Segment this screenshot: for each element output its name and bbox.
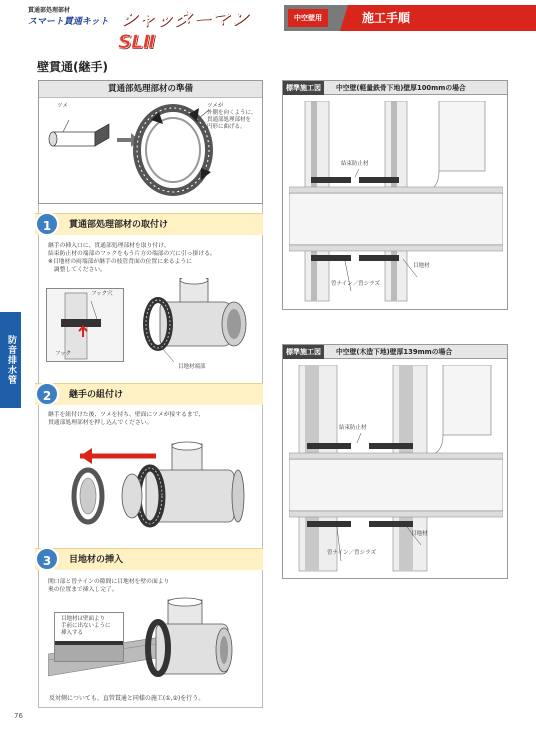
standard-drawing-2-header [283, 345, 507, 359]
step-1-label: 貫通部処理部材の取付け [69, 220, 169, 230]
drawing-1-label-joint: 目地材 [413, 263, 430, 269]
standard-drawing-2-figure [289, 365, 503, 575]
step-1-description: 継手の挿入口に、貫通部処理部材を取り付け、 結束防止材の端部のフックをもう片方の端部の穴に引っ掛ける。 ※目地材の両端部が継手の枝管背面の位置に来るように 調整してください。 [48, 243, 216, 273]
prep-title: 貫通部処理部材の準備 [39, 81, 262, 98]
label-hook: フック [55, 351, 72, 357]
standard-drawing-1-tag: 標準施工図 [283, 81, 324, 95]
hook-detail-inset [46, 288, 124, 362]
brand-product-name: シャッターマンSLⅡ [118, 8, 248, 53]
label-callout: 目地材は壁面より 手前に出ないように 挿入する [61, 616, 111, 636]
label-hook-hole: フック穴 [91, 291, 113, 297]
step-2-label: 継手の組付け [69, 390, 124, 400]
step-2-number: 2 [35, 382, 59, 406]
label-tsume: ツメ [57, 103, 68, 109]
step-3-label: 目地材の挿入 [69, 555, 124, 565]
page-number: 76 [14, 712, 23, 720]
page-title: 壁貫通(継手) [37, 60, 108, 74]
standard-drawing-2-tag: 標準施工図 [283, 345, 324, 359]
step-3-number: 3 [35, 547, 59, 571]
section-title: 施工手順 [362, 11, 411, 25]
footer-note: 反対側についても、直管貫通と同様の施工(①,②)を行う。 [49, 695, 205, 702]
drawing-2-label-sound: 曽ナイン／曽シラズ [327, 550, 376, 556]
standard-drawing-2-title: 中空壁(木造下地)壁厚139mmの場合 [336, 348, 453, 356]
step-1-illustration [134, 278, 254, 370]
standard-drawing-2 [282, 344, 508, 579]
step-3-description: 開口部と曽ナインの隙間に目地材を壁の面より 奥の位置まで挿入し完了。 [48, 579, 170, 593]
standard-drawing-1-header [283, 81, 507, 95]
label-prep-note: ツメが 外側を向くように、 貫通部処理部材を 円形に曲げる。 [207, 103, 257, 130]
brand-logo [28, 5, 278, 53]
step-1-bar [35, 213, 263, 235]
standard-drawing-1-figure [289, 101, 503, 305]
step-1-number: 1 [35, 212, 59, 236]
brand-kit-name: スマート貫通キット [28, 17, 109, 27]
step-2-bar [35, 383, 263, 405]
sidebar-tab: 防音排水管 [0, 312, 21, 408]
standard-drawing-1-title: 中空壁(軽量鉄骨下地)壁厚100mmの場合 [336, 84, 466, 92]
drawing-2-label-binding: 結束防止材 [339, 425, 367, 431]
step-2-description: 継手を組付けた後、ツメを持ち、壁面にツメが接するまで、 貫通部処理部材を押し込んでください。 [48, 412, 205, 426]
drawing-1-label-binding: 結束防止材 [341, 161, 369, 167]
page-header [0, 0, 536, 53]
standard-drawing-1 [282, 80, 508, 310]
brand-subtitle: 貫通部処理部材 [28, 7, 71, 14]
label-joint-end: 目地材端部 [178, 364, 206, 370]
step-3-bar [35, 548, 263, 570]
callout-inset [54, 612, 124, 662]
prep-panel [38, 80, 263, 204]
step-2-illustration [66, 440, 246, 540]
drawing-1-label-sound: 曽ナイン／曽シラズ [331, 281, 380, 287]
drawing-2-label-joint: 目地材 [411, 531, 428, 537]
category-chip: 中空壁用 [288, 9, 328, 27]
